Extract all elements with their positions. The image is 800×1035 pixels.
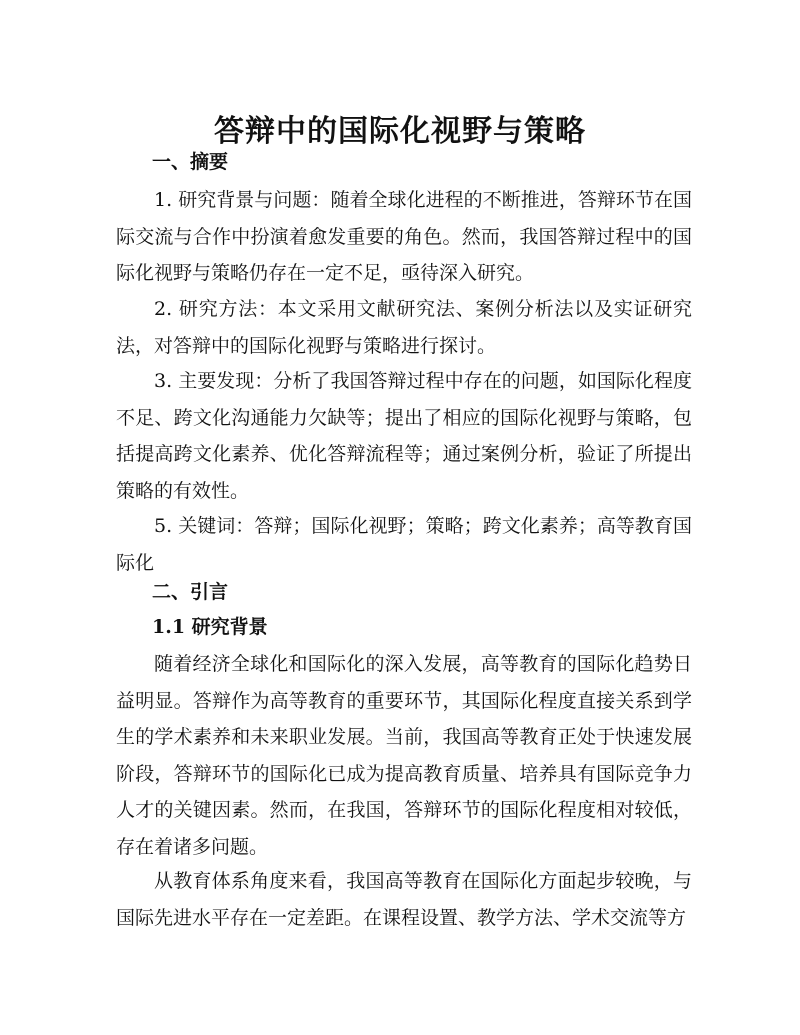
abstract-paragraph-findings: 3. 主要发现：分析了我国答辩过程中存在的问题，如国际化程度不足、跨文化沟通能力欠缺等；提出了相应的国际化视野与策略，包括提高跨文化素养、优化答辩流程等；通过案例分析，验证了所提出策略的有效性。 [116, 370, 692, 502]
introduction-paragraph-1: 随着经济全球化和国际化的深入发展，高等教育的国际化趋势日益明显。答辩作为高等教育的重要环节，其国际化程度直接关系到学生的学术素养和未来职业发展。当前，我国高等教育正处于快速发展阶段，答辩环节的国际化已成为提高教育质量、培养具有国际竞争力人才的关键因素。然而，在我国，答辩环节的国际化程度相对较低，存在着诸多问题。 [116, 653, 692, 858]
section-heading-introduction: 二、引言 [152, 581, 229, 603]
section-heading-abstract: 一、摘要 [152, 151, 229, 173]
abstract-paragraph-method: 2. 研究方法：本文采用文献研究法、案例分析法以及实证研究法，对答辩中的国际化视野与策略进行探讨。 [116, 298, 692, 357]
document-title: 答辩中的国际化视野与策略 [214, 114, 586, 150]
subheading-research-background: 1.1 研究背景 [152, 616, 268, 638]
abstract-paragraph-keywords: 5. 关键词：答辩；国际化视野；策略；跨文化素养；高等教育国际化 [116, 515, 692, 574]
introduction-paragraph-2: 从教育体系角度来看，我国高等教育在国际化方面起步较晚，与国际先进水平存在一定差距。在课程设置、教学方法、学术交流等方 [116, 870, 692, 929]
abstract-paragraph-background: 1. 研究背景与问题：随着全球化进程的不断推进，答辩环节在国际交流与合作中扮演着愈发重要的角色。然而，我国答辩过程中的国际化视野与策略仍存在一定不足，亟待深入研究。 [116, 189, 692, 284]
